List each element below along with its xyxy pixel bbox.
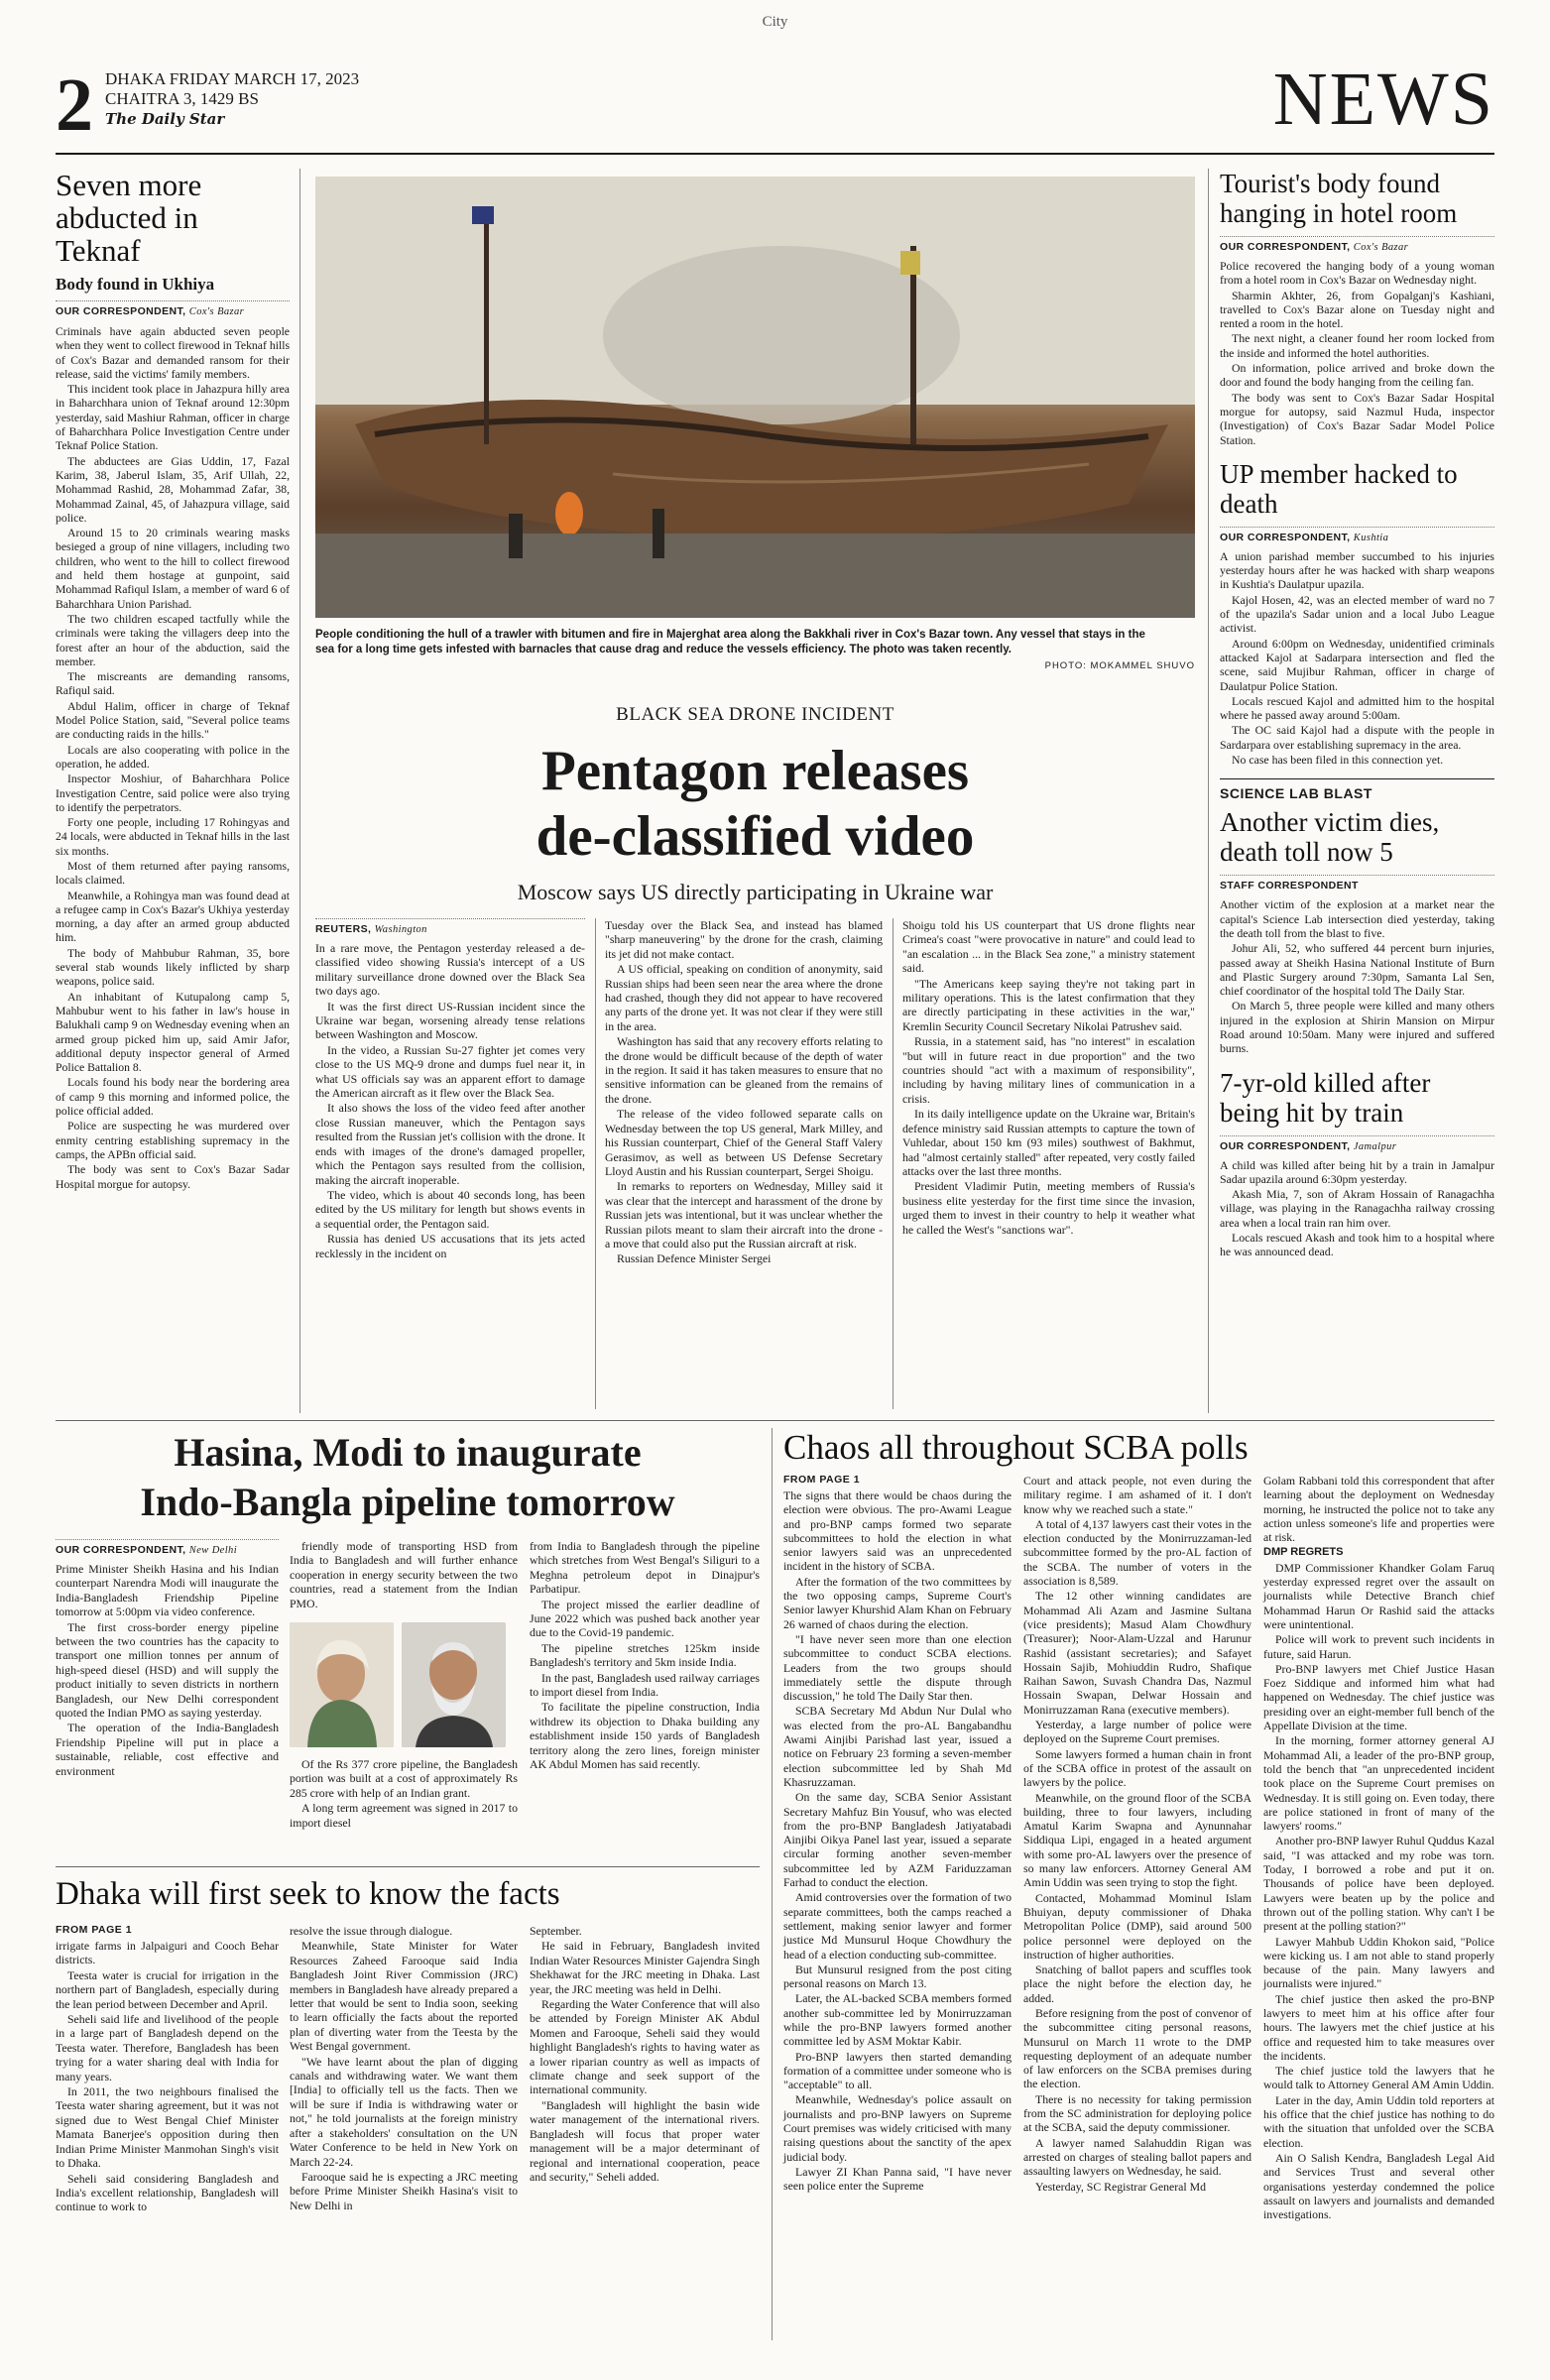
headline: 7-yr-old killed after being hit by train: [1220, 1067, 1431, 1128]
paragraph: September.: [530, 1924, 582, 1938]
paragraph: The body was sent to Cox's Bazar Sadar Hospital morgue for autopsy, said Nazmul Huda, inspector (Investigation) of Cox's Bazar Sadar Model Police Station.: [1220, 390, 1494, 447]
paragraph: Criminals have again abducted seven people when they went to collect firewood in Teknaf hills of Cox's Bazar and demanded ransom for their release, said the victims' family members.: [56, 325, 290, 381]
lead-col-1-body: [315, 941, 585, 1260]
byline-text: OUR CORRESPONDENT,: [56, 1544, 186, 1556]
byline: [56, 300, 290, 317]
paragraph: A child was killed after being hit by a train in Jamalpur Sadar upazila around 6:30pm yesterday.: [1220, 1157, 1494, 1186]
paragraph: Locals rescued Akash and took him to a hospital where he was announced dead.: [1220, 1231, 1494, 1259]
headline: Seven more abducted in Teknaf: [56, 168, 202, 268]
story-science-lab: [1220, 778, 1494, 1055]
paragraph: On the same day, SCBA Senior Assistant Secretary Mahfuz Bin Yousuf, who was elected from the pro-BNP Bangladesh Jatiyatabadi Ainjibi Oikya Panel last year, issued a separate circular forming another seven-member subcommittee led by AZM Fariduzzaman Farhad to conduct the election.: [783, 1790, 1012, 1890]
paragraph: "I have never seen more than one election subcommittee to conduct SCBA elections. Leaders from the two groups should immediately settle the dispute through discussion," he told The Daily Star then.: [783, 1631, 1012, 1704]
paragraph: Meanwhile, on the ground floor of the SCBA building, three to four lawyers, including Amatul Karim Swapna and Aynunnahar Siddiqua Lipi, engaged in a heated argument with some pro-AL lawyers over the presence of so many law enforcers. Attorney General AM Amin Uddin was seen trying to stop the fight.: [1023, 1790, 1252, 1890]
paragraph: Locals rescued Kajol and admitted him to the hospital where he passed away around 5:00am.: [1220, 693, 1494, 723]
paragraph: In remarks to reporters on Wednesday, Milley said it was clear that the intercept and harassment of the drone by Russian jets was intentional, but it was unclear whether the Russian pilots meant to slam their aircraft into the drone - a move that could also put the Russian aircraft at risk.: [605, 1179, 883, 1250]
paragraph: A US official, speaking on condition of anonymity, said Russian ships had been seen near the area where the drone had crashed, though they did not appear to have recovered any parts of the drone yet. It was not clear if they were still in the area.: [605, 962, 883, 1033]
headline: Another victim dies, death toll now 5: [1220, 807, 1440, 868]
paragraph: The operation of the India-Bangladesh Friendship Pipeline will put in place a sustainable, reliable, cost effective and environment: [56, 1721, 279, 1778]
bengali-date-line: CHAITRA 3, 1429 BS: [105, 89, 259, 108]
lead-headline: [315, 739, 1195, 870]
paragraph: A lawyer named Salahuddin Rigan was arrested on charges of stealing ballot papers and assaulting lawyers on Wednesday, he said.: [1023, 2135, 1252, 2179]
pipeline-col-1: [56, 1539, 279, 1779]
paragraph: In the morning, former attorney general AJ Mohammad Ali, a leader of the pro-BNP group, told the bench that "an unprecedented incident took place on the Supreme Court premises on Wednesday. It is still going on. Even today, there are police stationed in front of many of the lawyers' rooms.": [1263, 1733, 1494, 1834]
pipeline-col-2-bottom: [290, 1757, 518, 1830]
paragraph: Russian Defence Minister Sergei: [617, 1251, 772, 1266]
section-title: NEWS: [1272, 58, 1494, 141]
paragraph: This incident took place in Jahazpura hilly area in Baharchhara union of Teknaf around 12:30pm yesterday, said Mashiur Rahman, officer in charge of Baharchhara Police Investigation Centre under Teknaf Police Station.: [56, 383, 290, 453]
header-rule: [56, 153, 1494, 155]
paragraph: Later in the day, Amin Uddin told reporters at his office that the chief justice has nothing to do with the situation that unfolded over the SCBA election.: [1263, 2092, 1494, 2150]
dhaka-col-3: [530, 1924, 760, 2185]
lead-byline: [315, 918, 585, 935]
paragraph: Most of them returned after paying ransoms, locals claimed.: [56, 859, 290, 888]
photo-caption: People conditioning the hull of a trawler with bitumen and fire in Majerghat area along the Bakkhali river in Cox's Bazar town. Any vessel that stays in the sea for a long time gets infested with barnacles that cause drag and reduce the vessels efficiency. The photo was taken recently.: [315, 629, 1145, 655]
headline: UP member hacked to death: [1220, 458, 1458, 519]
story-body: [56, 325, 290, 1192]
paragraph: The release of the video followed separate calls on Wednesday between the top US general, Mark Milley, and his Russian counterpart, Chief of the General Staff Valery Gerasimov, as well as between US Defense Secretary Lloyd Austin and his Russian counterpart, Sergei Shoigu.: [605, 1107, 883, 1178]
paragraph: "The Americans keep saying they're not taking part in military operations. This is the latest confirmation that they are directly participating in these activities in the war," Kremlin Security Council Secretary Nikolai Patrushev said.: [902, 976, 1195, 1033]
story-body: [1220, 259, 1494, 447]
column-divider: [893, 918, 894, 1409]
paragraph: Shoigu told his US counterpart that US drone flights near Crimea's coast "were provocative in nature" and could lead to "an escalation ... in the Black Sea zone," a ministry statement said.: [902, 918, 1195, 976]
paragraph: Yesterday, a large number of police were deployed on the Supreme Court premises.: [1023, 1718, 1252, 1746]
paragraph: An inhabitant of Kutupalong camp 5, Mahbubur went to his father in law's house in Balukhali camp 9 on Wednesday evening when an armed group picked him up, said Amir Jafor, additional deputy inspector general of Armed Police Battalion 8.: [56, 990, 290, 1075]
paragraph: Another victim of the explosion at a market near the capital's Science Lab intersection died yesterday, taking the death toll from the blast to five.: [1220, 897, 1494, 940]
paragraph: On information, police arrived and broke down the door and found the body hanging from the ceiling fan.: [1220, 361, 1494, 390]
byline: [1220, 236, 1494, 253]
modi-portrait: [402, 1622, 506, 1747]
byline-text: OUR CORRESPONDENT,: [56, 305, 186, 317]
subhead: Body found in Ukhiya: [56, 275, 215, 294]
paragraph: A long term agreement was signed in 2017 to import diesel: [290, 1801, 518, 1830]
story-teknaf: [56, 169, 290, 1193]
paragraph: The body was sent to Cox's Bazar Sadar Hospital morgue for autopsy.: [56, 1163, 290, 1191]
trawler-photo: [315, 177, 1195, 618]
from-page-label: FROM PAGE 1: [56, 1924, 133, 1936]
paragraph: The two children escaped tactfully while the criminals were taking the villagers deep into the forest after an hour of the abduction, said the member.: [56, 612, 290, 668]
byline-place: Cox's Bazar: [1353, 242, 1409, 253]
paragraph: In a rare move, the Pentagon yesterday released a de-classified video showing Russia's intercept of a US military surveillance drone downed over the Black Sea two days ago.: [315, 941, 585, 999]
paragraph: "We have learnt about the plan of digging canals and withdrawing water. We want them [India] to officially tell us the facts. Then we will be sure if India is withdrawing water or not," he told journalists at the foreign ministry after a stakeholders' consultation on the UN Water Conference to be held in New York on March 22-24.: [290, 2054, 518, 2169]
byline-text: OUR CORRESPONDENT,: [1220, 241, 1351, 253]
story-tourist: [1220, 169, 1494, 447]
story-body: [1220, 1158, 1494, 1259]
paragraph: After the formation of the two committees by the two opposing camps, Supreme Court's Senior lawyer Khurshid Alam Khan on February 26 warned of chaos during the election.: [783, 1574, 1012, 1631]
dhaka-col-1: [56, 1924, 279, 2215]
pipeline-headline-line1: Hasina, Modi to inaugurate: [174, 1430, 642, 1475]
pipeline-byline: [56, 1539, 279, 1556]
paragraph: Ain O Salish Kendra, Bangladesh Legal Aid and Services Trust and several other organisations yesterday condemned the police assault on lawyers and journalists and demanded investigations.: [1263, 2150, 1494, 2222]
lead-col-3: [902, 918, 1195, 1238]
paragraph: Tuesday over the Black Sea, and instead has blamed "sharp maneuvering" by the drone for the crash, claiming its jet did not make contact.: [605, 918, 883, 961]
leader-portraits: [290, 1622, 518, 1747]
paragraph: President Vladimir Putin, meeting members of Russia's business elite yesterday for the first time since the invasion, urged them to invest in their country to help it weather what he called the West's "sanctions war".: [902, 1179, 1195, 1237]
trawler-illustration: [315, 177, 1195, 618]
byline-place: Kushtia: [1353, 532, 1389, 543]
paragraph: Akash Mia, 7, son of Akram Hossain of Ranagachha village, was playing in the Ranagachha railway crossing area when a local train ran him over.: [1220, 1187, 1494, 1230]
paragraph: To facilitate the pipeline construction, India withdrew its objection to Dhaka building any establishment inside 150 yards of Bangladesh territory along the zero lines, foreign minister AK Abdul Momen has said recently.: [530, 1700, 760, 1772]
paragraph: Forty one people, including 17 Rohingyas and 24 locals, were abducted in Teknaf hills in the last six months.: [56, 816, 290, 858]
pipeline-col-2: [290, 1539, 518, 1831]
paragraph: In 2011, the two neighbours finalised the Teesta water sharing agreement, but it was not signed due to West Bengal Chief Minister Mamata Banerjee's opposition during then Indian Prime Minister Manmohan Singh's visit to Dhaka.: [56, 2084, 279, 2171]
paragraph: Prime Minister Sheikh Hasina and his Indian counterpart Narendra Modi will inaugurate the India-Bangladesh Friendship Pipeline tomorrow at 5:00pm via video conference.: [56, 1562, 279, 1619]
paragraph: The chief justice told the lawyers that he would talk to Attorney General AM Amin Uddin.: [1263, 2064, 1494, 2092]
paragraph: from India to Bangladesh through the pipeline which stretches from West Bengal's Siliguri to a Meghna petroleum depot in Dinajpur's Parbatipur.: [530, 1539, 760, 1597]
paragraph: SCBA Secretary Md Abdun Nur Dulal who was elected from the pro-AL Bangabandhu Awami Ainjibi Parishad last year, issued a notice on February 23 forming a seven-member election subcommittee led by Shah Md Khasruzzaman.: [783, 1704, 1012, 1789]
paragraph: Inspector Moshiur, of Baharchhara Police Investigation Centre, said police were also trying to identify the perpetrators.: [56, 773, 290, 814]
paragraph: Amid controversies over the formation of two separate committees, both the camps reached a settlement, making senior lawyer and former justice Md Munsurul Hoque Chowdhury the head of a election conducting sub-committee.: [783, 1890, 1012, 1962]
paragraph: Johur Ali, 52, who suffered 44 percent burn injuries, passed away at Sheikh Hasina National Institute of Burn and Plastic Surgery around 7:30pm, Samanta Lal Sen, chief coordinator of the hospital told The Daily Star.: [1220, 941, 1494, 999]
byline-text: OUR CORRESPONDENT,: [1220, 531, 1351, 543]
paragraph: Locals found his body near the bordering area of camp 9 this morning and informed police, the police official added.: [56, 1076, 290, 1119]
paragraph: Around 6:00pm on Wednesday, unidentified criminals attacked Kajol at Sadarpara intersection and fled the scene, said Mujibur Rahman, officer in charge of Daulatpur Police Station.: [1220, 636, 1494, 693]
headline: Tourist's body found hanging in hotel room: [1220, 169, 1458, 228]
paragraph: Seheli said life and livelihood of the people in a large part of Bangladesh depend on the Teesta water. Therefore, Bangladesh has been trying for a water sharing deal with India for many years.: [56, 2012, 279, 2083]
photo-credit: PHOTO: MOKAMMEL SHUVO: [1044, 660, 1195, 671]
from-page-label: FROM PAGE 1: [783, 1474, 861, 1486]
paragraph: Before resigning from the post of convenor of the subcommittee citing personal reasons, Munsurul on March 11 wrote to the DMP requesting deployment of an adequate number of law enforcers on the SCBA premises during the election.: [1023, 2005, 1252, 2091]
pipeline-col-2-top: friendly mode of transporting HSD from India to Bangladesh and will further enhance cooperation in energy security between the two countries, read a statement from the Indian PMO.: [290, 1539, 518, 1610]
paragraph: Some lawyers formed a human chain in front of the SCBA office in protest of the assault on lawyers by the police.: [1023, 1746, 1252, 1790]
paragraph: The chief justice then asked the pro-BNP lawyers to meet him at his office after four hours. The lawyers met the chief justice at his office and requested him to take measures over the incidents.: [1263, 1991, 1494, 2063]
paragraph: The next night, a cleaner found her room locked from the inside and informed the hotel authorities.: [1220, 331, 1494, 360]
subhead: DMP REGRETS: [1263, 1546, 1344, 1559]
byline-place: Cox's Bazar: [188, 306, 245, 317]
paragraph: No case has been filed in this connection yet.: [1232, 753, 1444, 768]
scba-col-2: [1023, 1474, 1252, 2195]
column-divider: [1208, 169, 1209, 1413]
paragraph: In the video, a Russian Su-27 fighter jet comes very close to the US MQ-9 drone and dumps fuel near it, in what US officials say was an apparent effort to damage the American aircraft as it flew over the Black Sea.: [315, 1042, 585, 1101]
paragraph: In the past, Bangladesh used railway carriages to import diesel from India.: [530, 1670, 760, 1700]
byline: [1220, 527, 1494, 543]
paragraph: Around 15 to 20 criminals wearing masks besieged a group of nine villagers, including two children, who went to the hill to collect firewood and held them hostage at gunpoint, said Mohammad Rafiqul Islam, a member of ward 6 of Baharchhara Union Parishad.: [56, 527, 290, 611]
paragraph: Teesta water is crucial for irrigation in the northern part of Bangladesh, especially during the lean period between December and April.: [56, 1967, 279, 2011]
paragraph: Abdul Halim, officer in charge of Teknaf Model Police Station, said, "Several police teams are conducting raids in the hills.": [56, 699, 290, 742]
paragraph: It also shows the loss of the video feed after another close Russian maneuver, which the Pentagon says resulted from the Russian jet's collision with the drone. It ends with images of the drone's damaged propeller, which the Pentagon says resulted from the collision, making the aircraft inoperable.: [315, 1101, 585, 1187]
story-train: [1220, 1068, 1494, 1259]
scba-col-3: [1263, 1474, 1494, 2222]
scba-col-1: [783, 1474, 1012, 2195]
paragraph: irrigate farms in Jalpaiguri and Cooch Behar districts.: [56, 1939, 279, 1967]
lead-kicker: BLACK SEA DRONE INCIDENT: [616, 704, 894, 725]
paragraph: Kajol Hosen, 42, was an elected member of ward no 7 of the upazila's Sadar union and a local Jubo League activist.: [1220, 592, 1494, 636]
paragraph: Meanwhile, State Minister for Water Resources Zaheed Farooque said India Bangladesh Joint River Commission (JRC) members in Bangladesh have already prepared a letter that would be sent to India soon, seeking to learn officially the facts about the reported plan of diverting water from the Teesta by the West Bengal government.: [290, 1939, 518, 2054]
paragraph: Court and attack people, not even during the military regime. I am ashamed of it. I don't know why we reached such a state.": [1023, 1474, 1252, 1516]
paragraph: Police recovered the hanging body of a young woman from a hotel room in Cox's Bazar on Wednesday night.: [1220, 259, 1494, 288]
paragraph: Another pro-BNP lawyer Ruhul Quddus Kazal said, "I was attacked and my robe was torn. Today, I borrowed a robe and put it on. Thousands of police have been deployed. Lawyers were beaten up by the police and thrown out of the polling station. Why can't I be present at the polling station?": [1263, 1834, 1494, 1934]
paragraph: Meanwhile, a Rohingya man was found dead at a refugee camp in Cox's Bazar's Ukhiya yesterday morning, a day after an armed group abducted him.: [56, 889, 290, 945]
paragraph: He said in February, Bangladesh invited Indian Water Resources Minister Gajendra Singh Shekhawat for the JRC meeting in Dhaka. Last year, the JRC meeting was held in Delhi.: [530, 1939, 760, 1996]
paragraph: Lawyer Mahbub Uddin Khokon said, "Police were kicking us. I am not able to stand properly because of the pain. Many lawyers and journalists were injured.": [1263, 1934, 1494, 1991]
paragraph: Later, the AL-backed SCBA members formed another sub-committee led by Monirruzzaman while the pro-BNP lawyers formed another committee led by ASM Moktar Kabir.: [783, 1991, 1012, 2049]
paragraph: Sharmin Akhter, 26, from Gopalganj's Kashiani, travelled to Cox's Bazar alone on Tuesday night and rented a room in the hotel.: [1220, 288, 1494, 331]
paragraph: Yesterday, SC Registrar General Md: [1035, 2179, 1207, 2194]
paragraph: The signs that there would be chaos during the election were obvious. The pro-Awami League and pro-BNP camps formed two separate subcommittees to hold the election in what senior lawyers said was an unprecedented incident in the history of SCBA.: [783, 1488, 1012, 1574]
pipeline-headline: [56, 1428, 760, 1527]
story-up-member: [1220, 459, 1494, 767]
pipeline-col-3: [530, 1539, 760, 1773]
paragraph: Contacted, Mohammad Mominul Islam Bhuiyan, deputy commissioner of Dhaka Metropolitan Police (DMP), said around 500 police personnel were deployed on the instruction of higher authorities.: [1023, 1890, 1252, 1962]
paragraph: Of the Rs 377 crore pipeline, the Bangladesh portion was built at a cost of approximately Rs 285 crore with help of an Indian grant.: [290, 1757, 518, 1800]
paragraph: The pipeline stretches 125km inside Bangladesh's territory and 5km inside India.: [530, 1640, 760, 1670]
paragraph: It was the first direct US-Russian incident since the Ukraine war began, worsening already tense relations between Washington and Moscow.: [315, 999, 585, 1042]
byline-text: OUR CORRESPONDENT,: [1220, 1139, 1351, 1152]
paragraph: In its daily intelligence update on the Ukraine war, Britain's defence ministry said Russian attempts to capture the town of Vuhledar, about 150 km (93 miles) southwest of Bakhmut, had "almost certainly stalled" after repeated, very costly failed attacks over the last three months.: [902, 1107, 1195, 1178]
dhaka-col-1-body: [56, 1939, 279, 2214]
paragraph: Golam Rabbani told this correspondent that after learning about the deployment on Wednesday morning, he instructed the police not to take any action unless someone's life and properties were at risk.: [1263, 1474, 1494, 1545]
page-number: 2: [56, 63, 93, 147]
paragraph: Police are suspecting he was murdered over enmity centring establishing supremacy in the camps, the APBn official said.: [56, 1120, 290, 1161]
paragraph: But Munsurul resigned from the post citing personal reasons on March 13.: [783, 1962, 1012, 1991]
byline: [1220, 1135, 1494, 1152]
paragraph: The video, which is about 40 seconds long, has been edited by the US military for length but shows events in a sequential order, the Pentagon said.: [315, 1187, 585, 1231]
column-divider: [595, 918, 596, 1409]
scba-col-1-body: [783, 1488, 1012, 2194]
paragraph: The project missed the earlier deadline of June 2022 which was pushed back another year due to the Covid-19 pandemic.: [530, 1597, 760, 1640]
paragraph: The first cross-border energy pipeline between the two countries has the capacity to transport one million tonnes per annum of high-speed diesel (HSD) and will supply the product initially to seven districts in northern Bangladesh, our New Delhi correspondent quoted the Indian PMO as saying yesterday.: [56, 1619, 279, 1721]
byline: STAFF CORRESPONDENT: [1220, 875, 1494, 892]
byline-place: Jamalpur: [1353, 1140, 1397, 1152]
paragraph: There is no necessity for taking permission from the SC administration for deploying police at the SCBA, said the deputy commissioner.: [1023, 2091, 1252, 2135]
paragraph: The body of Mahbubur Rahman, 35, bore several stab wounds likely inflicted by sharp weapons, police said.: [56, 946, 290, 989]
lead-headline-line2: de-classified video: [536, 805, 975, 868]
paragraph: Russia, in a statement said, has "no interest" in escalation "but will in future react in due proportion" and the two countries should "act with a maximum of responsibility", including by having military lines of communication in a crisis.: [902, 1034, 1195, 1106]
story-body: [1220, 549, 1494, 767]
paragraph: The 12 other winning candidates are Mohammad Ali Azam and Jasmine Sultana (vice presidents); Masud Alam Chowdhury (Treasurer); Noor-Alam-Uzzal and Harunur Rashid (assistant secretaries); and Safayet Hossain Sajib, Mohiuddin Rudro, Shafique Raihan Sawon, Suvash Chandra Das, Nazmul Hossain Swapan, Delwar Hossain and Monirruzzaman Rana (executive members).: [1023, 1589, 1252, 1717]
lead-col-2: [605, 918, 883, 1267]
lead-deck: Moscow says US directly participating in Ukraine war: [517, 880, 994, 904]
paragraph: The OC said Kajol had a dispute with the people in Sardarpara over establishing supremacy in the area.: [1220, 723, 1494, 752]
kicker: SCIENCE LAB BLAST: [1220, 778, 1494, 801]
byline-place: Washington: [374, 924, 427, 935]
paragraph: The miscreants are demanding ransoms, Rafiqul said.: [56, 670, 290, 698]
dhaka-headline: Dhaka will first seek to know the facts: [56, 1876, 560, 1912]
paragraph: Pro-BNP lawyers then started demanding formation of a committee under someone who is "acceptable" to all.: [783, 2049, 1012, 2092]
hasina-portrait: [290, 1622, 394, 1747]
column-divider: [299, 169, 300, 1413]
city-label: City: [762, 14, 788, 30]
pipeline-headline-line2: Indo-Bangla pipeline tomorrow: [140, 1480, 675, 1524]
section-rule: [56, 1866, 760, 1867]
paragraph: Regarding the Water Conference that will also be attended by Foreign Minister AK Abdul Momen and Farooque, Seheli said they would highlight Bangladesh's rights to having water as a lower riparian country as well as impacts of climate change and seek support of the international community.: [530, 1997, 760, 2097]
paragraph: Washington has said that any recovery efforts relating to the drone would be difficult because of the depth of water in the region. It said it has taken measures to ensure that no sensitive information can be gleaned from the remains of the drone.: [605, 1034, 883, 1106]
paragraph: The abductees are Gias Uddin, 17, Fazal Karim, 38, Jaberul Islam, 35, Arif Ullah, 22, Mohammad Rashid, 28, Mohammad Zafar, 38, Mohammad Zainal, 45, of Jahazpura village, said police.: [56, 454, 290, 525]
right-column: [1220, 169, 1494, 1260]
paragraph: "Bangladesh will highlight the basin wide water management of the international rivers. Bangladesh will focus that proper water management will be a major determinant of regional and international cooperation, peace and security," Seheli added.: [530, 2097, 760, 2184]
paragraph: Police will work to prevent such incidents in future, said Harun.: [1263, 1632, 1494, 1661]
dhaka-col-2: [290, 1924, 518, 2213]
paragraph: Snatching of ballot papers and scuffles took place the night before the election day, he added.: [1023, 1963, 1252, 2005]
paragraph: A union parishad member succumbed to his injuries yesterday hours after he was hacked with sharp weapons in Kushtia's Daulatpur upazila.: [1220, 548, 1494, 592]
paragraph: DMP Commissioner Khandker Golam Faruq yesterday expressed regret over the assault on journalists while Detective Branch chief Mohammad Harun Or Rashid said the attacks were unintentional.: [1263, 1560, 1494, 1631]
byline-text: REUTERS,: [315, 923, 372, 935]
paragraph: Farooque said he is expecting a JRC meeting before Prime Minister Sheikh Hasina's visit to New Delhi in: [290, 2169, 518, 2212]
scba-headline: Chaos all throughout SCBA polls: [783, 1428, 1249, 1467]
lead-headline-line1: Pentagon releases: [540, 740, 970, 802]
paragraph: Pro-BNP lawyers met Chief Justice Hasan Foez Siddique and informed him what had happened on Wednesday. The chief justice was presiding over an eight-member full bench of the Appellate Division at the time.: [1263, 1661, 1494, 1733]
date-line: DHAKA FRIDAY MARCH 17, 2023: [105, 69, 360, 88]
paragraph: A total of 4,137 lawyers cast their votes in the election conducted by the Monirruzzaman-led subcommittee formed by the pro-AL faction of the SCBA. The number of voters in the association is 8,589.: [1023, 1516, 1252, 1589]
column-divider: [772, 1428, 773, 2340]
byline-place: New Delhi: [188, 1545, 238, 1556]
paragraph: Lawyer ZI Khan Panna said, "I have never seen police enter the Supreme: [783, 2164, 1012, 2194]
paragraph: Meanwhile, Wednesday's police assault on journalists and pro-BNP lawyers on Supreme Court premises was widely criticised with many raising questions about the sanctity of the apex judicial body.: [783, 2092, 1012, 2164]
paragraph: Seheli said considering Bangladesh and India's excellent relationship, Bangladesh will continue to work to: [56, 2171, 279, 2214]
story-body: [1220, 897, 1494, 1055]
lead-col-1: [315, 918, 585, 1261]
paragraph: Locals are also cooperating with police in the operation, he added.: [56, 743, 290, 771]
paragraph: Russia has denied US accusations that its jets acted recklessly in the incident on: [315, 1232, 585, 1260]
paragraph: On March 5, three people were killed and many others injured in the explosion at Shirin Mansion on Mirpur Road around 10:50am. Many were injured and suffered burns.: [1220, 999, 1494, 1056]
pipeline-col-1-body: [56, 1562, 279, 1778]
dateline: [105, 69, 359, 129]
masthead-logo: The Daily Star: [105, 110, 225, 128]
section-rule: [56, 1420, 1494, 1421]
paragraph: resolve the issue through dialogue.: [290, 1924, 453, 1938]
